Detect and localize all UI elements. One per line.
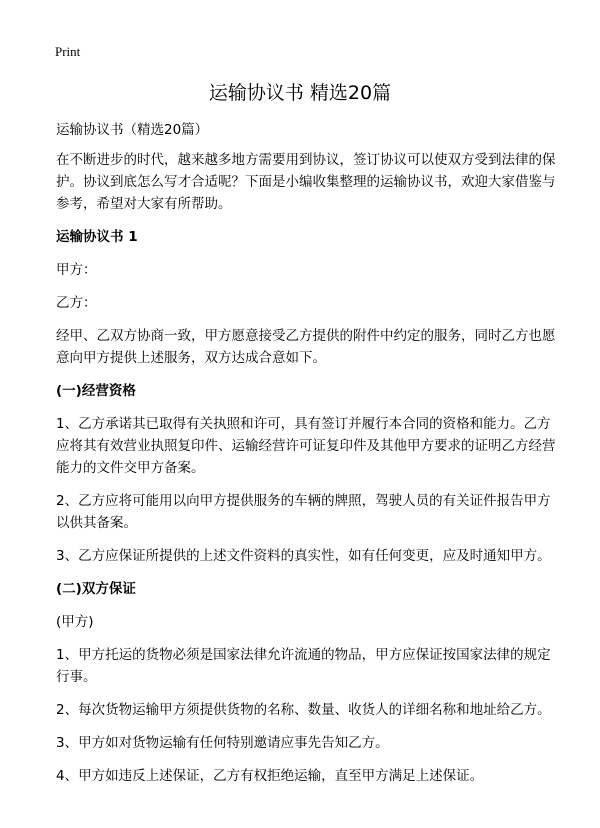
part2-item: 1、甲方托运的货物必须是国家法律允许流通的物品，甲方应保证按国家法律的规定行事。	[56, 647, 551, 685]
print-link[interactable]: Print	[55, 44, 81, 59]
part2-item: 4、甲方如违反上述保证，乙方有权拒绝运输，直至甲方满足上述保证。	[56, 768, 484, 784]
part2-item: 2、每次货物运输甲方须提供货物的名称、数量、收货人的详细名称和地址给乙方。	[56, 702, 551, 718]
agreement-paragraph: 经甲、乙双方协商一致，甲方愿意接受乙方提供的附件中约定的服务，同时乙方也愿意向甲方提供上述服务，双方达成合意如下。	[56, 328, 556, 366]
part1-item: 1、乙方承诺其已取得有关执照和许可，具有签订并履行本合同的资格和能力。乙方应将其有效营业执照复印件、运输经营许可证复印件及其他甲方要求的证明乙方经营能力的文件交甲方备案。	[56, 416, 556, 476]
part2-item: 3、甲方如对货物运输有任何特别邀请应事先告知乙方。	[56, 735, 389, 751]
part1-item: 2、乙方应将可能用以向甲方提供服务的车辆的牌照，驾驶人员的有关证件报告甲方以供其备案。	[56, 493, 551, 531]
document-body	[56, 119, 556, 798]
part2-subheading: (甲方)	[56, 614, 94, 630]
document-subtitle: 运输协议书（精选20篇）	[56, 122, 209, 138]
part1-heading: (一)经营资格	[56, 383, 136, 399]
party-b-line: 乙方：	[56, 295, 97, 311]
party-a-line: 甲方：	[56, 262, 97, 278]
part1-item: 3、乙方应保证所提供的上述文件资料的真实性，如有任何变更，应及时通知甲方。	[56, 548, 551, 564]
intro-paragraph: 在不断进步的时代，越来越多地方需要用到协议，签订协议可以使双方受到法律的保护。协议到底怎么写才合适呢？下面是小编收集整理的运输协议书，欢迎大家借鉴与参考，希望对大家有所帮助。	[56, 152, 556, 212]
section-heading: 运输协议书 1	[56, 229, 138, 245]
document-title: 运输协议书 精选20篇	[208, 82, 392, 104]
part2-heading: (二)双方保证	[56, 581, 136, 597]
